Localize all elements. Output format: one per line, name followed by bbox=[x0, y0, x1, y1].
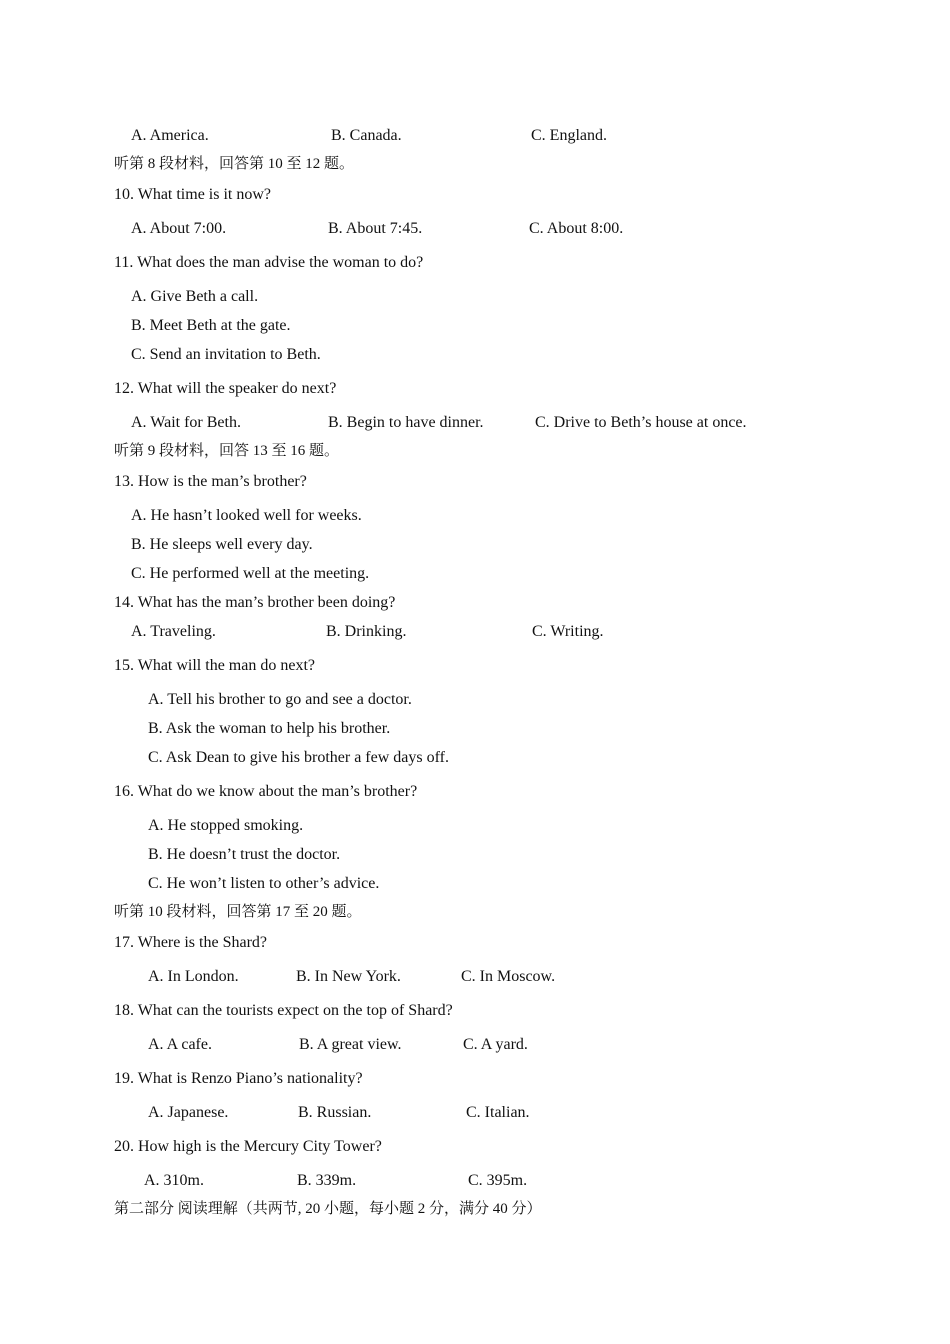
q12-question: 12. What will the speaker do next? bbox=[114, 380, 337, 397]
section-8-instruction: 听第 8 段材料，回答第 10 至 12 题。 bbox=[114, 156, 355, 172]
q10-option-b: B. About 7:45. bbox=[328, 220, 423, 237]
q17-question: 17. Where is the Shard? bbox=[114, 934, 267, 951]
q13-option-b: B. He sleeps well every day. bbox=[131, 536, 313, 553]
q16-question: 16. What do we know about the man’s brother? bbox=[114, 783, 418, 800]
q17-option-b: B. In New York. bbox=[296, 968, 401, 985]
q20-option-c: C. 395m. bbox=[468, 1172, 528, 1189]
q9-option-b: B. Canada. bbox=[331, 127, 402, 144]
q15-question: 15. What will the man do next? bbox=[114, 657, 315, 674]
q20-option-a: A. 310m. bbox=[144, 1172, 204, 1189]
q16-option-b: B. He doesn’t trust the doctor. bbox=[148, 846, 341, 863]
q20-option-b: B. 339m. bbox=[297, 1172, 357, 1189]
q12-option-b: B. Begin to have dinner. bbox=[328, 414, 484, 431]
q14-option-c: C. Writing. bbox=[532, 623, 604, 640]
q12-option-c: C. Drive to Beth’s house at once. bbox=[535, 414, 747, 431]
q15-option-a: A. Tell his brother to go and see a doctor. bbox=[148, 691, 412, 708]
q18-option-a: A. A cafe. bbox=[148, 1036, 212, 1053]
q14-option-b: B. Drinking. bbox=[326, 623, 407, 640]
q13-option-a: A. He hasn’t looked well for weeks. bbox=[131, 507, 362, 524]
part-2-heading: 第二部分 阅读理解（共两节, 20 小题，每小题 2 分，满分 40 分） bbox=[114, 1201, 542, 1217]
q13-question: 13. How is the man’s brother? bbox=[114, 473, 307, 490]
q9-option-a: A. America. bbox=[131, 127, 209, 144]
q18-option-c: C. A yard. bbox=[463, 1036, 528, 1053]
q17-option-a: A. In London. bbox=[148, 968, 239, 985]
q12-option-a: A. Wait for Beth. bbox=[131, 414, 241, 431]
q13-option-c: C. He performed well at the meeting. bbox=[131, 565, 370, 582]
q14-option-a: A. Traveling. bbox=[131, 623, 216, 640]
q11-option-c: C. Send an invitation to Beth. bbox=[131, 346, 321, 363]
q19-question: 19. What is Renzo Piano’s nationality? bbox=[114, 1070, 363, 1087]
section-10-instruction: 听第 10 段材料，回答第 17 至 20 题。 bbox=[114, 904, 362, 920]
q11-option-b: B. Meet Beth at the gate. bbox=[131, 317, 291, 334]
q17-option-c: C. In Moscow. bbox=[461, 968, 556, 985]
q19-option-a: A. Japanese. bbox=[148, 1104, 229, 1121]
q16-option-a: A. He stopped smoking. bbox=[148, 817, 304, 834]
q10-question: 10. What time is it now? bbox=[114, 186, 272, 203]
q14-question: 14. What has the man’s brother been doing? bbox=[114, 594, 396, 611]
q18-option-b: B. A great view. bbox=[299, 1036, 402, 1053]
q9-option-c: C. England. bbox=[531, 127, 607, 144]
q15-option-c: C. Ask Dean to give his brother a few days off. bbox=[148, 749, 449, 766]
q19-option-c: C. Italian. bbox=[466, 1104, 530, 1121]
q10-option-c: C. About 8:00. bbox=[529, 220, 624, 237]
q10-option-a: A. About 7:00. bbox=[131, 220, 227, 237]
q20-question: 20. How high is the Mercury City Tower? bbox=[114, 1138, 382, 1155]
q19-option-b: B. Russian. bbox=[298, 1104, 372, 1121]
q18-question: 18. What can the tourists expect on the top of Shard? bbox=[114, 1002, 453, 1019]
section-9-instruction: 听第 9 段材料，回答 13 至 16 题。 bbox=[114, 443, 340, 459]
q11-question: 11. What does the man advise the woman to do? bbox=[114, 254, 424, 271]
q16-option-c: C. He won’t listen to other’s advice. bbox=[148, 875, 380, 892]
q15-option-b: B. Ask the woman to help his brother. bbox=[148, 720, 391, 737]
q11-option-a: A. Give Beth a call. bbox=[131, 288, 259, 305]
